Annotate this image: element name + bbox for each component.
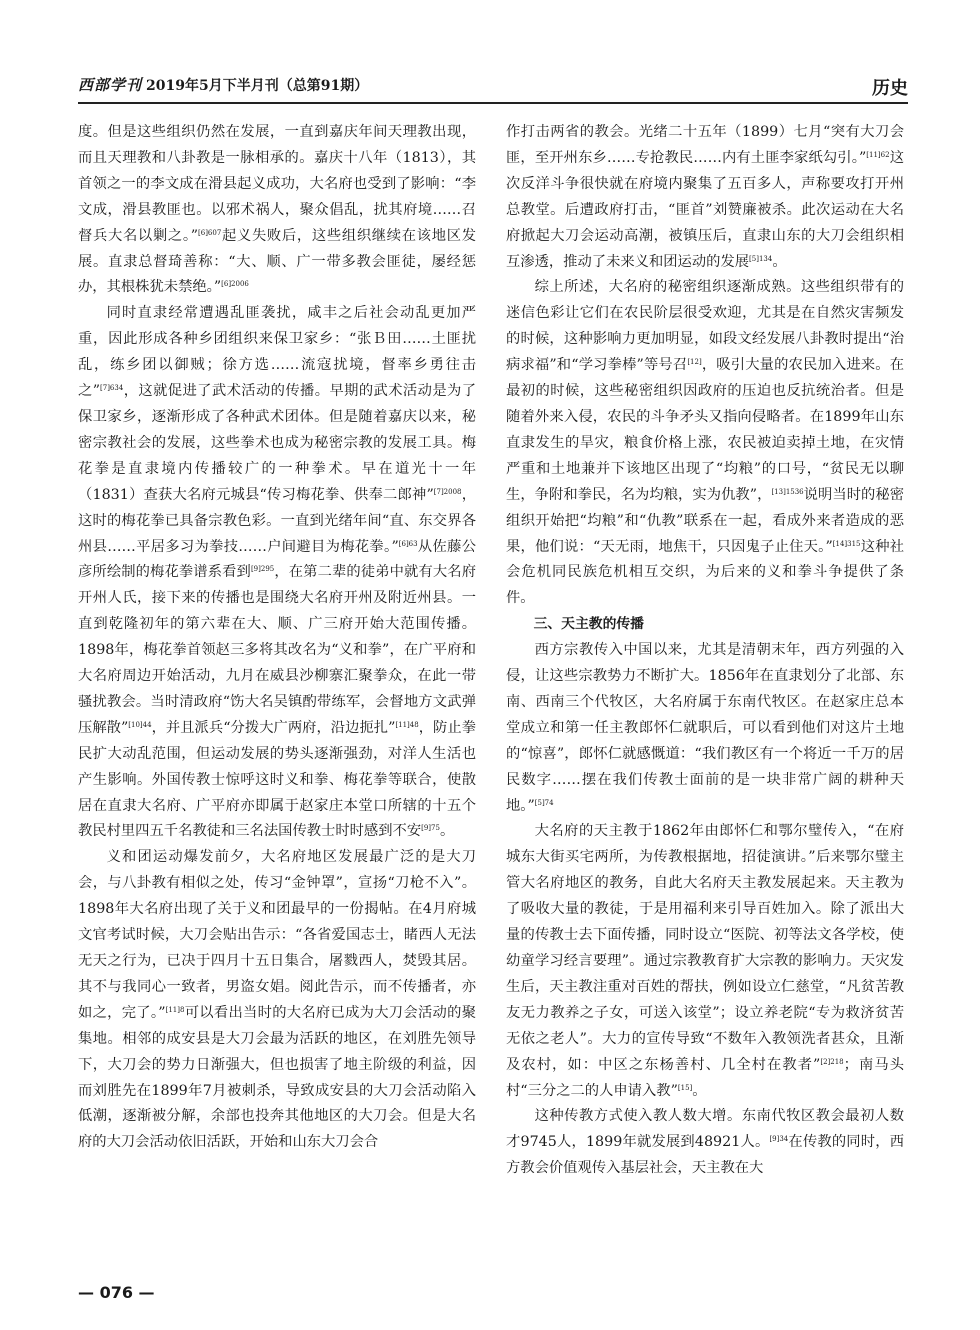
citation-ref[interactable]: [6]63 bbox=[398, 539, 418, 548]
page-number: — 076 — bbox=[78, 1283, 155, 1302]
paragraph-text: 义和团运动爆发前夕，大名府地区发展最广泛的是大刀会，与八卦教有相似之处，传习“金钟罩”，宣扬“刀枪不入”。1898年大名府出现了关于义和团最早的一份揭帖。在4月府城文官考试时候，大刀会贴出告示：“各省爱国志士，睹西人无法无天之行为，已决于四月十五日集合，屠戮西人，焚毁其居。其不与我同心一致者，男盗女娼。阅此告示，而不传播者，亦如之，完了。” bbox=[78, 849, 476, 1021]
citation-ref[interactable]: [14]315 bbox=[832, 539, 861, 548]
paragraph-text: ，在第二辈的徒弟中就有大名府开州人氏，接下来的传播也是围绕大名府开州及附近州县。一直到乾隆初年的第六辈在大、顺、广三府开始大范围传播。1898年，梅花拳首领赵三多将其改名为“义和拳”，在广平府和大名府周边开始活动，九月在威县沙柳寨汇聚拳众，在此一带骚扰教会。当时清政府“饬大名吴镇酌带练军，会督地方文武弹压解散” bbox=[78, 564, 476, 736]
citation-ref[interactable]: [9]75 bbox=[421, 824, 440, 833]
paragraph-text: 大名府的天主教于1862年由郎怀仁和鄂尔璧传入，“在府城东大街买宅两所，为传教根据地，招徒演讲。”后来鄂尔璧主管大名府地区的教务，自此大名府天主教发展起来。天主教为了吸收大量的教徒，于是用福利来引导百姓加入。除了派出大量的传教士去下面传播，同时设立“医院、初等法文各学校，使幼童学习经言要理”。通过宗教教育扩大宗教的影响力。天灾发生后，天主教注重对百姓的帮扶，例如设立仁慈堂，“凡贫苦教友无力教养之子女，可送入该堂”；设立养老院“专为救济贫苦无依之老人”。大力的宣传导致“不数年入教领洗者甚众，且渐及农村，如：中区之东杨善村、几全村在教者” bbox=[506, 823, 904, 1073]
citation-ref[interactable]: [7]634 bbox=[100, 384, 124, 393]
right-column bbox=[506, 120, 904, 1270]
citation-ref[interactable]: [7]2008 bbox=[433, 487, 462, 496]
paragraph bbox=[506, 819, 904, 1104]
paragraph-text: 度。但是这些组织仍然在发展，一直到嘉庆年间天理教出现，而且天理教和八卦教是一脉相承的。嘉庆十八年（1813），其首领之一的李文成在滑县起义成功，大名府也受到了影响：“李文成，滑县教匪也。以邪术祸人，聚众倡乱，扰其府境……召督兵大名以剿之。” bbox=[78, 124, 476, 244]
journal-title bbox=[78, 74, 368, 95]
citation-ref[interactable]: [11]48 bbox=[395, 720, 419, 729]
paragraph bbox=[506, 638, 904, 819]
paragraph-text: 起义失败后，这些组织继续在该地区发展。直隶总督琦善称：“大、顺、广一带多教会匪徒，屡经惩办，其根株犹未禁绝。” bbox=[78, 227, 476, 296]
section-heading bbox=[506, 612, 904, 638]
journal-issue: 2019年5月下半月刊（总第91期） bbox=[146, 78, 369, 94]
left-column bbox=[78, 120, 476, 1270]
paragraph-text: ，吸引大量的农民加入进来。在最初的时候，这些秘密组织因政府的压迫也反抗统治者。但是随着外来入侵，农民的斗争矛头又指向侵略者。在1899年山东直隶发生的旱灾，粮食价格上涨，农民被迫卖掉土地，在灾情严重和土地兼并下该地区出现了“均粮”的口号，“贫民无以聊生，争附和拳民，名为均粮，实为仇教”， bbox=[506, 357, 904, 503]
paragraph-text: 。 bbox=[439, 823, 455, 840]
paragraph-text: 这次反洋斗争很快就在府境内聚集了五百多人，声称要攻打开州总教堂。后遭政府打击，“匪首”刘赞廉被杀。此次运动在大名府掀起大刀会运动高潮，被镇压后，直隶山东的大刀会组织相互渗透，推动了未来义和团运动的发展 bbox=[506, 149, 904, 270]
paragraph-text: 同时直隶经常遭遇乱匪袭扰，咸丰之后社会动乱更加严重，因此形成各种乡团组织来保卫家乡：“张Ｂ田……土匪扰乱，练乡团以御贼；徐方选……流寇扰境，督率乡勇往击之” bbox=[78, 305, 476, 400]
page-header bbox=[78, 72, 908, 102]
paragraph bbox=[506, 275, 904, 612]
citation-ref[interactable]: [5]134 bbox=[749, 254, 773, 263]
header-rule bbox=[78, 102, 908, 104]
section-label: 历史 bbox=[872, 78, 908, 99]
paragraph bbox=[506, 120, 904, 275]
paragraph-text: ，这时的梅花拳已具备宗教色彩。一直到光绪年间“直、东交界各州县……平居多习为拳技……户间避目为梅花拳。” bbox=[78, 486, 476, 555]
paragraph-text: 这种社会危机同民族危机相互交织，为后来的义和拳斗争提供了条件。 bbox=[506, 538, 904, 607]
citation-ref[interactable]: [6]2006 bbox=[221, 280, 249, 289]
citation-ref[interactable]: [13]1536 bbox=[771, 487, 804, 496]
paragraph bbox=[506, 1104, 904, 1182]
paragraph-text: 在传教的同时，西方教会价值观传入基层社会，天主教在大 bbox=[506, 1134, 904, 1177]
citation-ref[interactable]: [11]8 bbox=[165, 1005, 185, 1014]
paragraph-text: ，并且派兵“分拨大广两府，沿边扼扎” bbox=[151, 719, 396, 736]
citation-ref[interactable]: [9]34 bbox=[769, 1135, 789, 1144]
citation-ref[interactable]: [6]607 bbox=[198, 228, 222, 237]
paragraph-text: 。 bbox=[692, 1082, 707, 1099]
citation-ref[interactable]: [9]295 bbox=[250, 565, 275, 574]
paragraph bbox=[78, 301, 476, 845]
citation-ref[interactable]: [10]44 bbox=[128, 720, 152, 729]
paragraph-text: 。 bbox=[772, 253, 787, 270]
paragraph-text: 从佐藤公彦所绘制的梅花拳谱系看到 bbox=[78, 538, 476, 581]
paragraph-text: 这种传教方式使入教人数大增。东南代牧区教会最初人数才9745人，1899年就发展到48921人。 bbox=[506, 1108, 904, 1151]
paragraph-text: ，这就促进了武术活动的传播。早期的武术活动是为了保卫家乡，逐渐形成了各种武术团体。但是随着嘉庆以来，秘密宗教社会的发展，这些拳术也成为秘密宗教的发展工具。梅花拳是直隶境内传播较广的一种拳术。早在道光十一年（1831）查获大名府元城县“传习梅花拳、供奉二郎神” bbox=[78, 383, 476, 503]
paragraph-text: ，防止拳民扩大动乱范围，但运动发展的势头逐渐强劲，对洋人生活也产生影响。外国传教士惊呼这时义和拳、梅花拳等联合，使散居在直隶大名府、广平府亦即属于赵家庄本堂口所辖的十五个教民村里四五千名教徒和三名法国传教士时时感到不安 bbox=[78, 719, 476, 840]
citation-ref[interactable]: [15] bbox=[677, 1083, 693, 1092]
paragraph-text: 三、天主教的传播 bbox=[533, 616, 644, 633]
citation-ref[interactable]: [12] bbox=[687, 358, 702, 367]
citation-ref[interactable]: [2]218 bbox=[820, 1057, 844, 1066]
paragraph-text: 综上所述，大名府的秘密组织逐渐成熟。这些组织带有的迷信色彩让它们在农民阶层很受欢迎，尤其是在自然灾害频发的时候，这种影响力更加明显，如段文经发展八卦教时提出“治病求福”和“学习拳棒”等号召 bbox=[506, 279, 904, 374]
paragraph bbox=[78, 120, 476, 301]
paragraph-text: 西方宗教传入中国以来，尤其是清朝末年，西方列强的入侵，让这些宗教势力不断扩大。1856年在直隶划分了北部、东南、西南三个代牧区，大名府属于东南代牧区。在赵家庄总本堂成立和第一任主教郎怀仁就职后，可以看到他们对这片土地的“惊喜”，郎怀仁就感慨道：“我们教区有一个将近一千万的居民数字……摆在我们传教士面前的是一块非常广阔的耕种天地。” bbox=[506, 642, 904, 814]
paragraph-text: 说明当时的秘密组织开始把“均粮”和“仇教”联系在一起，看成外来者造成的恶果，他们说：“天无雨，地焦干，只因鬼子止住天。” bbox=[506, 486, 904, 555]
paragraph-text: ；南马头村“三分之二的人申请入教” bbox=[506, 1056, 904, 1099]
paragraph-text: 可以看出当时的大名府已成为大刀会活动的聚集地。相邻的成安县是大刀会最为活跃的地区，在刘胜先领导下，大刀会的势力日渐强大，但也损害了地主阶级的利益，因而刘胜先在1899年7月被刺杀，导致成安县的大刀会活动陷入低潮，逐渐被分解，余部也投奔其他地区的大刀会。但是大名府的大刀会活动依旧活跃，开始和山东大刀会合 bbox=[78, 1004, 476, 1151]
citation-ref[interactable]: [5]74 bbox=[534, 798, 554, 807]
paragraph-text: 作打击两省的教会。光绪二十五年（1899）七月“突有大刀会匪，至开州东乡……专抢教民……内有土匪李家纸勾引。” bbox=[506, 124, 904, 166]
paragraph bbox=[78, 845, 476, 1156]
citation-ref[interactable]: [11]62 bbox=[866, 150, 890, 159]
journal-logo: 西部学刊 bbox=[78, 76, 143, 94]
